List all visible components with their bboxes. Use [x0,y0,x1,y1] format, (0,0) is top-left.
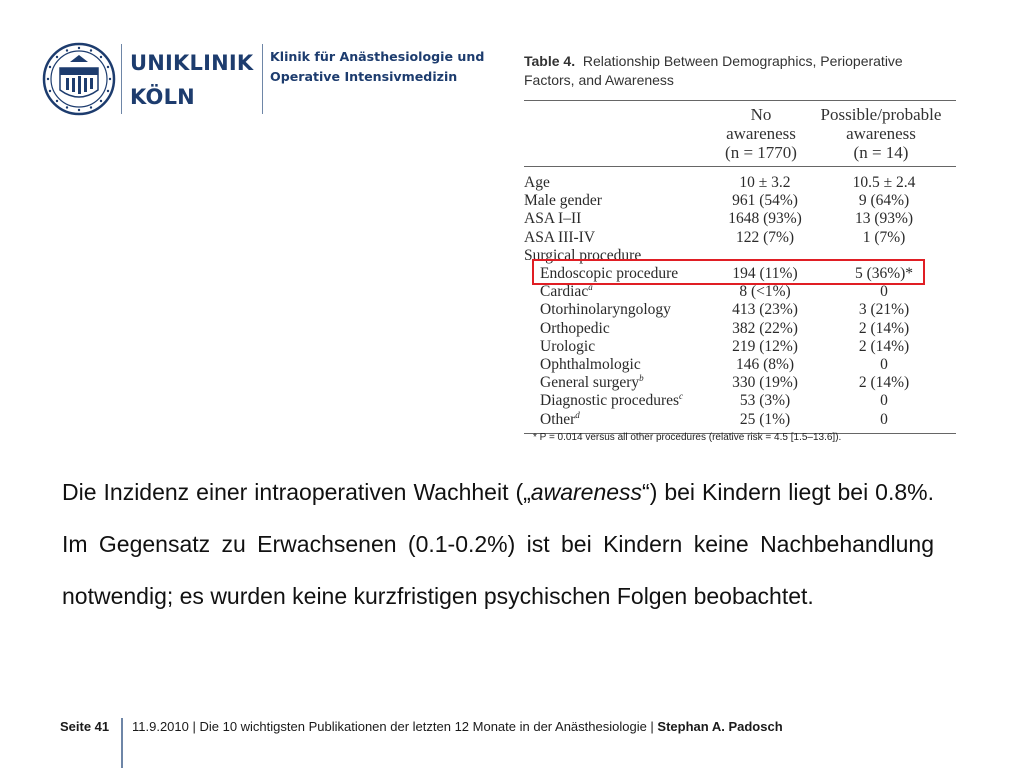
cell-possible-awareness: 2 (14%) [858,374,910,392]
cell-no-awareness: 53 (3%) [739,392,791,410]
row-label: Diagnostic procedures [540,392,680,410]
table-row [524,301,956,319]
cell-possible-awareness: 2 (14%) [858,319,910,337]
table-row [524,192,956,210]
footer-divider [121,718,123,768]
cell-no-awareness: 8 (<1%) [739,283,791,301]
table-title-text: Relationship Between Demographics, Perioperative [582,53,903,69]
highlight-box-endoscopic [532,259,925,285]
cell-no-awareness: 382 (22%) [732,319,798,337]
row-label: ASA III-IV [524,228,596,246]
row-label-footnote-mark: b [639,373,644,384]
cell-possible-awareness: 0 [880,392,888,410]
table-title [524,52,960,90]
row-label: Orthopedic [540,319,610,337]
cell-no-awareness: 146 (8%) [735,356,795,373]
cell-possible-awareness: 13 (93%) [854,210,914,228]
table-top-rule [524,100,956,101]
clinic-line-2: Operative Intensivmedizin [270,69,458,84]
table-title-number: Table 4. [524,53,576,69]
university-seal-icon [42,42,116,116]
row-label: Cardiac [540,283,589,301]
row-label-wrap [540,392,683,410]
row-label: Male gender [524,192,602,210]
column-header-line: (n = 1770) [725,143,797,162]
table-row [524,374,956,392]
row-label-footnote-mark: d [575,409,580,420]
row-label: Ophthalmologic [540,356,641,373]
row-label-footnote-mark: c [679,391,684,402]
cell-possible-awareness: 0 [880,283,888,301]
brand-divider [121,44,122,114]
column-header-possible-awareness [806,105,956,162]
row-label: Surgical procedure [524,246,642,264]
clinic-line-1: Klinik für Anästhesiologie und [270,49,485,64]
cell-possible-awareness: 9 (64%) [858,192,910,210]
table-header-rule [524,166,956,167]
cell-no-awareness: 10 ± 3.2 [739,174,791,191]
cell-no-awareness: 1648 (93%) [728,210,802,228]
cell-no-awareness: 25 (1%) [739,410,791,428]
column-header-line: awareness [846,124,916,143]
column-header-line: awareness [726,124,796,143]
row-label: Otorhinolaryngology [540,301,671,319]
page-number: Seite 41 [60,719,110,734]
cell-no-awareness: 122 (7%) [735,228,795,246]
cell-no-awareness: 961 (54%) [732,192,798,210]
row-label: Age [524,174,550,191]
table-row [524,338,956,356]
table-row [524,392,956,410]
footer-info [132,719,783,734]
table-row [524,411,956,429]
column-header-line: (n = 14) [853,143,909,162]
row-label-wrap [540,411,580,429]
row-label-wrap [540,283,593,301]
data-table-figure [520,52,960,428]
footer-date-title: 11.9.2010 | Die 10 wichtigsten Publikationen der letzten 12 Monate in der Anästhesiologie | [132,719,658,734]
cell-possible-awareness: 3 (21%) [858,301,910,319]
cell-possible-awareness: 0 [880,356,888,373]
brand-line-2: KÖLN [130,85,195,109]
table-row [524,174,956,192]
brand-name [130,46,260,114]
cell-no-awareness: 330 (19%) [732,374,798,392]
cell-no-awareness: 219 (12%) [732,337,798,355]
row-label-wrap [540,374,644,392]
brand-line-1: UNIKLINIK [130,51,254,75]
clinic-name [270,47,510,87]
body-text-italic: awareness [530,479,643,505]
cell-no-awareness: 413 (23%) [732,301,798,319]
column-header-line: No [750,105,772,124]
table-row [524,283,956,301]
body-text-part2: “) bei Kindern liegt bei 0.8%. Im Gegensatz zu Erwachsenen (0.1-0.2%) ist bei Kindern keine Nachbehandlung notwendig; es wurden keine kurzfristigen psychischen Folgen beobachtet. [62,479,934,609]
row-label-footnote-mark: a [588,282,593,293]
row-label: General surgery [540,374,640,392]
row-label: Urologic [540,337,596,355]
clinic-divider [262,44,263,114]
table-row [524,210,956,228]
row-label: Endoscopic procedure [540,265,679,282]
cell-no-awareness: 194 (11%) [732,265,798,282]
cell-possible-awareness: 2 (14%) [858,337,910,355]
column-header-no-awareness [706,105,816,162]
table-footnote: * P = 0.014 versus all other procedures (relative risk = 4.5 [1.5–13.6]). [533,432,842,443]
body-text-part1: Die Inzidenz einer intraoperativen Wachheit („ [62,479,531,505]
row-label: Other [540,410,576,428]
footer-author: Stephan A. Padosch [657,719,783,734]
row-label: ASA I–II [524,210,582,228]
cell-possible-awareness: 0 [880,410,888,428]
table-row [524,356,956,374]
cell-possible-awareness: 10.5 ± 2.4 [852,174,916,191]
table-title-line2: Factors, and Awareness [524,72,674,88]
cell-possible-awareness: 5 (36%)* [854,265,914,282]
table-row [524,320,956,338]
cell-possible-awareness: 1 (7%) [862,228,906,246]
table-row [524,229,956,247]
body-paragraph [62,466,934,622]
column-header-line: Possible/probable [820,105,942,124]
